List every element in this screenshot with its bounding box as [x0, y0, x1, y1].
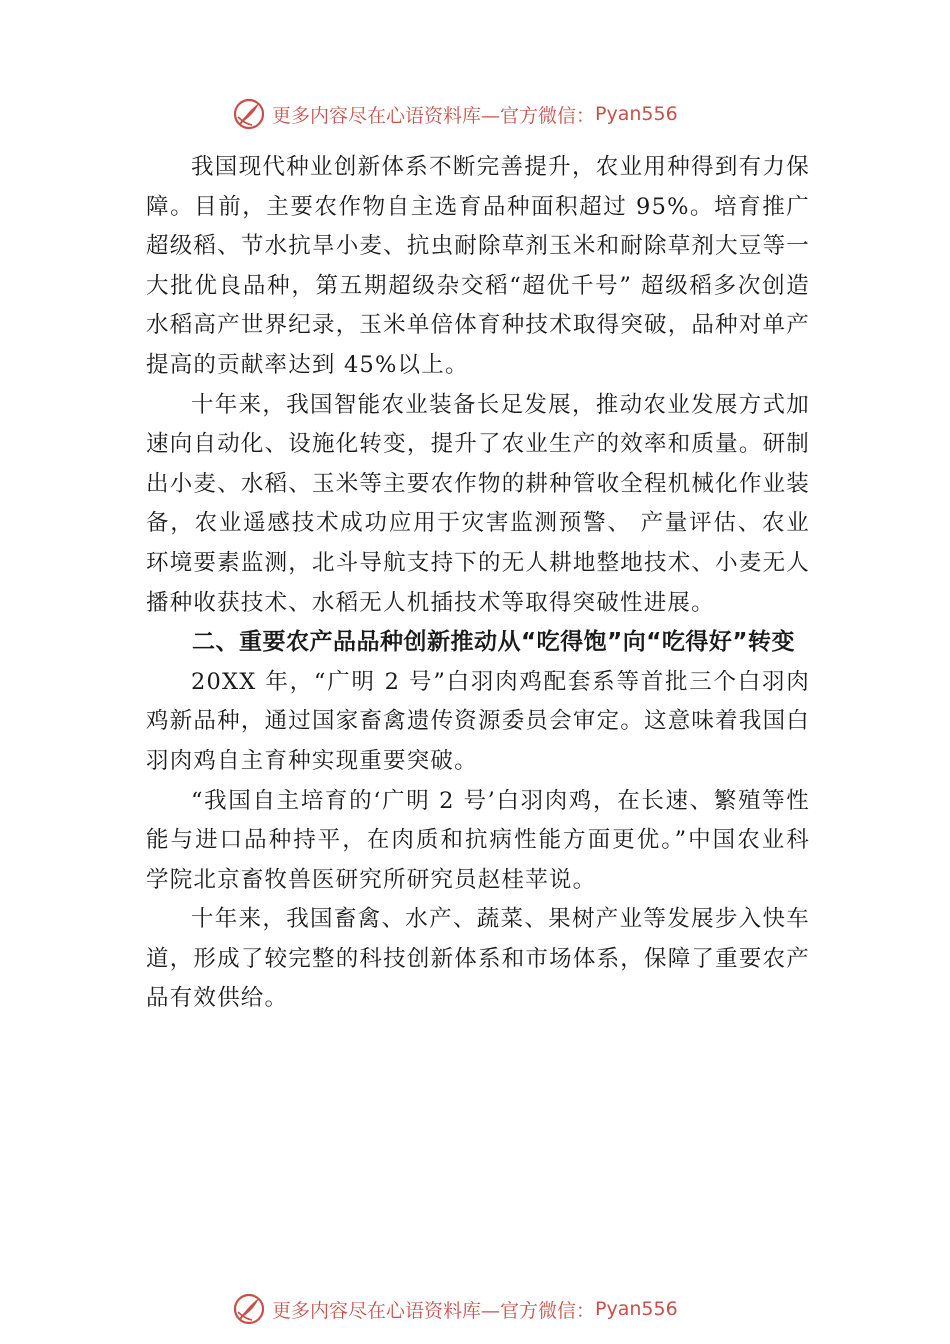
paragraph-researcher-quote: “我国自主培育的‘广明 2 号’白羽肉鸡，在长速、繁殖等性能与进口品种持平，在肉质和抗病性能方面更优。”中国农业科学院北京畜牧兽医研究所研究员赵桂苹说。	[146, 787, 810, 893]
document-body	[146, 148, 810, 1019]
quill-pen-logo-icon	[232, 1292, 266, 1326]
banner-text: 更多内容尽在心语资料库—官方微信：	[272, 104, 596, 127]
paragraph-broiler-breeds: 20XX 年，“广明 2 号”白羽肉鸡配套系等首批三个白羽肉鸡新品种，通过国家畜禽遗传资源委员会审定。这意味着我国白羽肉鸡自主育种实现重要突破。	[146, 668, 810, 774]
header-banner	[232, 97, 678, 131]
section-heading: 二、重要农产品品种创新推动从“吃得饱”向“吃得好”转变	[192, 629, 795, 656]
quill-pen-logo-icon	[232, 97, 266, 131]
paragraph-smart-agriculture: 十年来，我国智能农业装备长足发展，推动农业发展方式加速向自动化、设施化转变，提升了农业生产的效率和质量。研制出小麦、水稻、玉米等主要农作物的耕种管收全程机械化作业装备，农业遥感技术成功应用于灾害监测预警、 产量评估、农业环境要素监测，北斗导航支持下的无人耕地整地技术、小麦无人播种收获技术、水稻无人机插技术等取得突破性进展。	[146, 391, 810, 616]
banner-wechat-id: Pyan556	[595, 103, 678, 125]
banner-text: 更多内容尽在心语资料库—官方微信：	[272, 1299, 596, 1322]
paragraph-industry-development: 十年来，我国畜禽、水产、蔬菜、果树产业等发展步入快车道，形成了较完整的科技创新体系和市场体系，保障了重要农产品有效供给。	[146, 906, 810, 1012]
banner-wechat-id: Pyan556	[595, 1298, 678, 1320]
paragraph-seed-industry: 我国现代种业创新体系不断完善提升，农业用种得到有力保障。目前，主要农作物自主选育品种面积超过 95%。培育推广超级稻、节水抗旱小麦、抗虫耐除草剂玉米和耐除草剂大豆等一大批优良品种，第五期超级杂交稻“超优千号” 超级稻多次创造水稻高产世界纪录，玉米单倍体育种技术取得突破，品种对单产提高的贡献率达到 45%以上。	[146, 154, 810, 378]
footer-banner	[232, 1292, 678, 1326]
